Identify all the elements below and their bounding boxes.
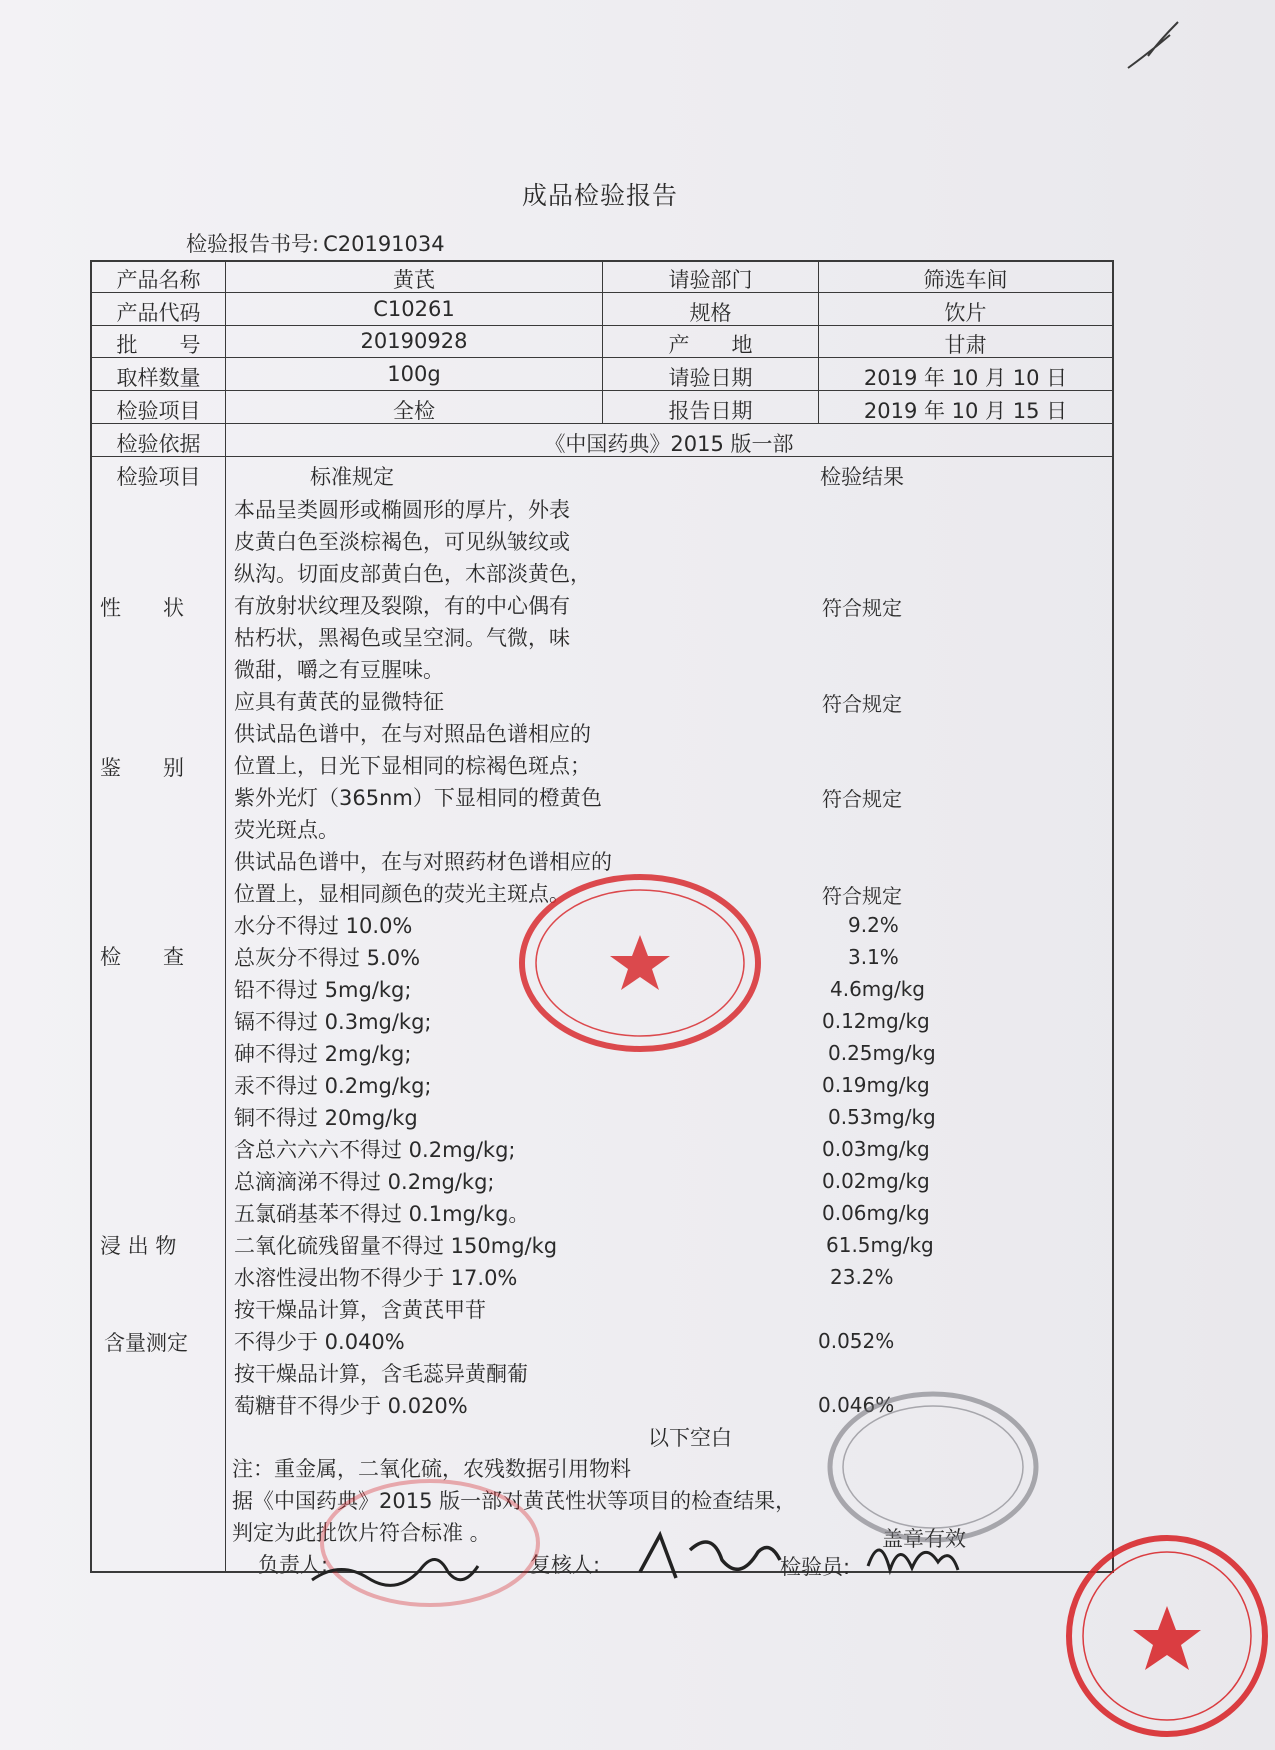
value-batch: 20190928 bbox=[360, 329, 468, 353]
category-jianbie: 鉴 别 bbox=[100, 756, 184, 780]
standard-line: 微甜，嚼之有豆腥味。 bbox=[234, 658, 444, 682]
value-test-item: 全检 bbox=[393, 399, 435, 423]
result-value: 符合规定 bbox=[822, 596, 902, 620]
label-report-date: 报告日期 bbox=[668, 399, 753, 423]
result-value: 符合规定 bbox=[822, 692, 902, 716]
value-dept: 筛选车间 bbox=[923, 268, 1008, 292]
label-spec: 规格 bbox=[689, 301, 732, 325]
standard-line: 按干燥品计算，含黄芪甲苷 bbox=[234, 1298, 486, 1322]
result-value: 0.19mg/kg bbox=[822, 1073, 930, 1097]
standard-line: 皮黄白色至淡棕褐色，可见纵皱纹或 bbox=[234, 530, 570, 554]
star-icon bbox=[1133, 1606, 1201, 1670]
category-jinchu: 浸 出 物 bbox=[100, 1234, 177, 1258]
result-value: 0.12mg/kg bbox=[822, 1009, 930, 1033]
standard-line: 总灰分不得过 5.0% bbox=[234, 946, 421, 970]
result-value: 0.03mg/kg bbox=[822, 1137, 930, 1161]
star-icon bbox=[610, 935, 670, 990]
result-value: 3.1% bbox=[848, 945, 899, 969]
result-value: 0.052% bbox=[818, 1329, 895, 1353]
standard-line: 总滴滴涕不得过 0.2mg/kg; bbox=[234, 1170, 495, 1194]
result-value: 符合规定 bbox=[822, 884, 902, 908]
standard-line: 枯朽状，黑褐色或呈空洞。气微，味 bbox=[234, 626, 570, 650]
report-number-value: C20191034 bbox=[323, 232, 445, 256]
value-report-date: 2019 年 10 月 15 日 bbox=[863, 399, 1068, 423]
standard-line: 含总六六六不得过 0.2mg/kg; bbox=[234, 1138, 516, 1162]
label-request-date: 请验日期 bbox=[668, 366, 753, 390]
standard-line: 本品呈类圆形或椭圆形的厚片，外表 bbox=[234, 498, 570, 522]
result-value: 9.2% bbox=[848, 913, 899, 937]
standard-line: 按干燥品计算，含毛蕊异黄酮葡 bbox=[234, 1362, 528, 1386]
standard-line: 水溶性浸出物不得少于 17.0% bbox=[234, 1266, 518, 1290]
standard-line: 砷不得过 2mg/kg; bbox=[234, 1042, 412, 1066]
standard-line: 镉不得过 0.3mg/kg; bbox=[234, 1010, 432, 1034]
standard-line: 紫外光灯（365nm）下显相同的橙黄色 bbox=[234, 786, 602, 810]
standard-line: 二氧化硫残留量不得过 150mg/kg bbox=[234, 1234, 558, 1258]
result-value: 23.2% bbox=[830, 1265, 894, 1289]
result-value: 符合规定 bbox=[822, 787, 902, 811]
responsible-label: 负责人: bbox=[258, 1553, 329, 1577]
category-hanliang: 含量测定 bbox=[104, 1331, 188, 1355]
blank-below-note: 以下空白 bbox=[648, 1426, 732, 1450]
remark-line: 判定为此批饮片符合标准 。 bbox=[232, 1521, 491, 1545]
standard-line: 铅不得过 5mg/kg; bbox=[234, 978, 412, 1002]
label-sample-qty: 取样数量 bbox=[116, 366, 201, 390]
category-jiancha: 检 查 bbox=[100, 945, 184, 969]
standard-line: 纵沟。切面皮部黄白色，木部淡黄色， bbox=[234, 562, 591, 586]
report-number-label: 检验报告书号: bbox=[186, 232, 320, 256]
result-value: 0.046% bbox=[818, 1393, 895, 1417]
inspector-signature bbox=[868, 1550, 958, 1570]
company-seal bbox=[522, 877, 758, 1049]
standard-line: 位置上，日光下显相同的棕褐色斑点； bbox=[234, 754, 591, 778]
result-value: 0.25mg/kg bbox=[828, 1041, 936, 1065]
standard-line: 萄糖苷不得少于 0.020% bbox=[234, 1394, 468, 1418]
header-result: 检验结果 bbox=[820, 465, 904, 489]
value-product-name: 黄芪 bbox=[393, 268, 435, 292]
standard-line: 荧光斑点。 bbox=[234, 818, 339, 842]
remark-line: 据《中国药典》2015 版一部对黄芪性状等项目的检查结果， bbox=[232, 1489, 797, 1513]
result-value: 4.6mg/kg bbox=[830, 977, 925, 1001]
standard-line: 汞不得过 0.2mg/kg; bbox=[234, 1074, 432, 1098]
value-request-date: 2019 年 10 月 10 日 bbox=[863, 366, 1068, 390]
result-value: 0.06mg/kg bbox=[822, 1201, 930, 1225]
reviewer-signature bbox=[640, 1535, 780, 1578]
value-product-code: C10261 bbox=[373, 297, 455, 321]
value-spec: 饮片 bbox=[944, 301, 987, 325]
label-batch: 批 号 bbox=[116, 333, 201, 357]
standard-line: 供试品色谱中，在与对照药材色谱相应的 bbox=[234, 850, 612, 874]
header-standard: 标准规定 bbox=[310, 465, 394, 489]
standard-line: 应具有黄芪的显微特征 bbox=[234, 690, 444, 714]
label-product-code: 产品代码 bbox=[116, 301, 201, 325]
label-dept: 请验部门 bbox=[668, 268, 753, 292]
value-basis: 《中国药典》2015 版一部 bbox=[544, 432, 794, 456]
seal-valid-note: 盖章有效 bbox=[882, 1527, 966, 1551]
category-xingzhuang: 性 状 bbox=[100, 596, 184, 620]
standard-line: 供试品色谱中，在与对照品色谱相应的 bbox=[234, 722, 591, 746]
standard-line: 不得少于 0.040% bbox=[234, 1330, 405, 1354]
result-value: 0.53mg/kg bbox=[828, 1105, 936, 1129]
inspector-label: 检验员: bbox=[780, 1555, 851, 1579]
value-sample-qty: 100g bbox=[387, 362, 441, 386]
document-title: 成品检验报告 bbox=[521, 181, 678, 210]
gray-seal bbox=[830, 1394, 1036, 1540]
result-value: 61.5mg/kg bbox=[826, 1233, 934, 1257]
label-product-name: 产品名称 bbox=[116, 268, 201, 292]
header-test-item: 检验项目 bbox=[116, 465, 201, 489]
label-test-item: 检验项目 bbox=[116, 399, 201, 423]
standard-line: 有放射状纹理及裂隙，有的中心偶有 bbox=[234, 594, 570, 618]
standard-line: 水分不得过 10.0% bbox=[234, 914, 413, 938]
reviewer-label: 复核人: bbox=[530, 1553, 601, 1577]
qc-seal bbox=[1069, 1538, 1265, 1734]
faint-seal bbox=[322, 1481, 538, 1605]
value-origin: 甘肃 bbox=[944, 333, 987, 357]
remark-line: 注：重金属，二氧化硫，农残数据引用物料 bbox=[232, 1457, 631, 1481]
pen-mark bbox=[1128, 22, 1178, 68]
result-value: 0.02mg/kg bbox=[822, 1169, 930, 1193]
standard-line: 铜不得过 20mg/kg bbox=[234, 1106, 418, 1130]
standard-line: 位置上，显相同颜色的荧光主斑点。 bbox=[234, 882, 570, 906]
standard-line: 五氯硝基苯不得过 0.1mg/kg。 bbox=[234, 1202, 530, 1226]
label-basis: 检验依据 bbox=[116, 432, 201, 456]
label-origin: 产 地 bbox=[668, 333, 753, 357]
